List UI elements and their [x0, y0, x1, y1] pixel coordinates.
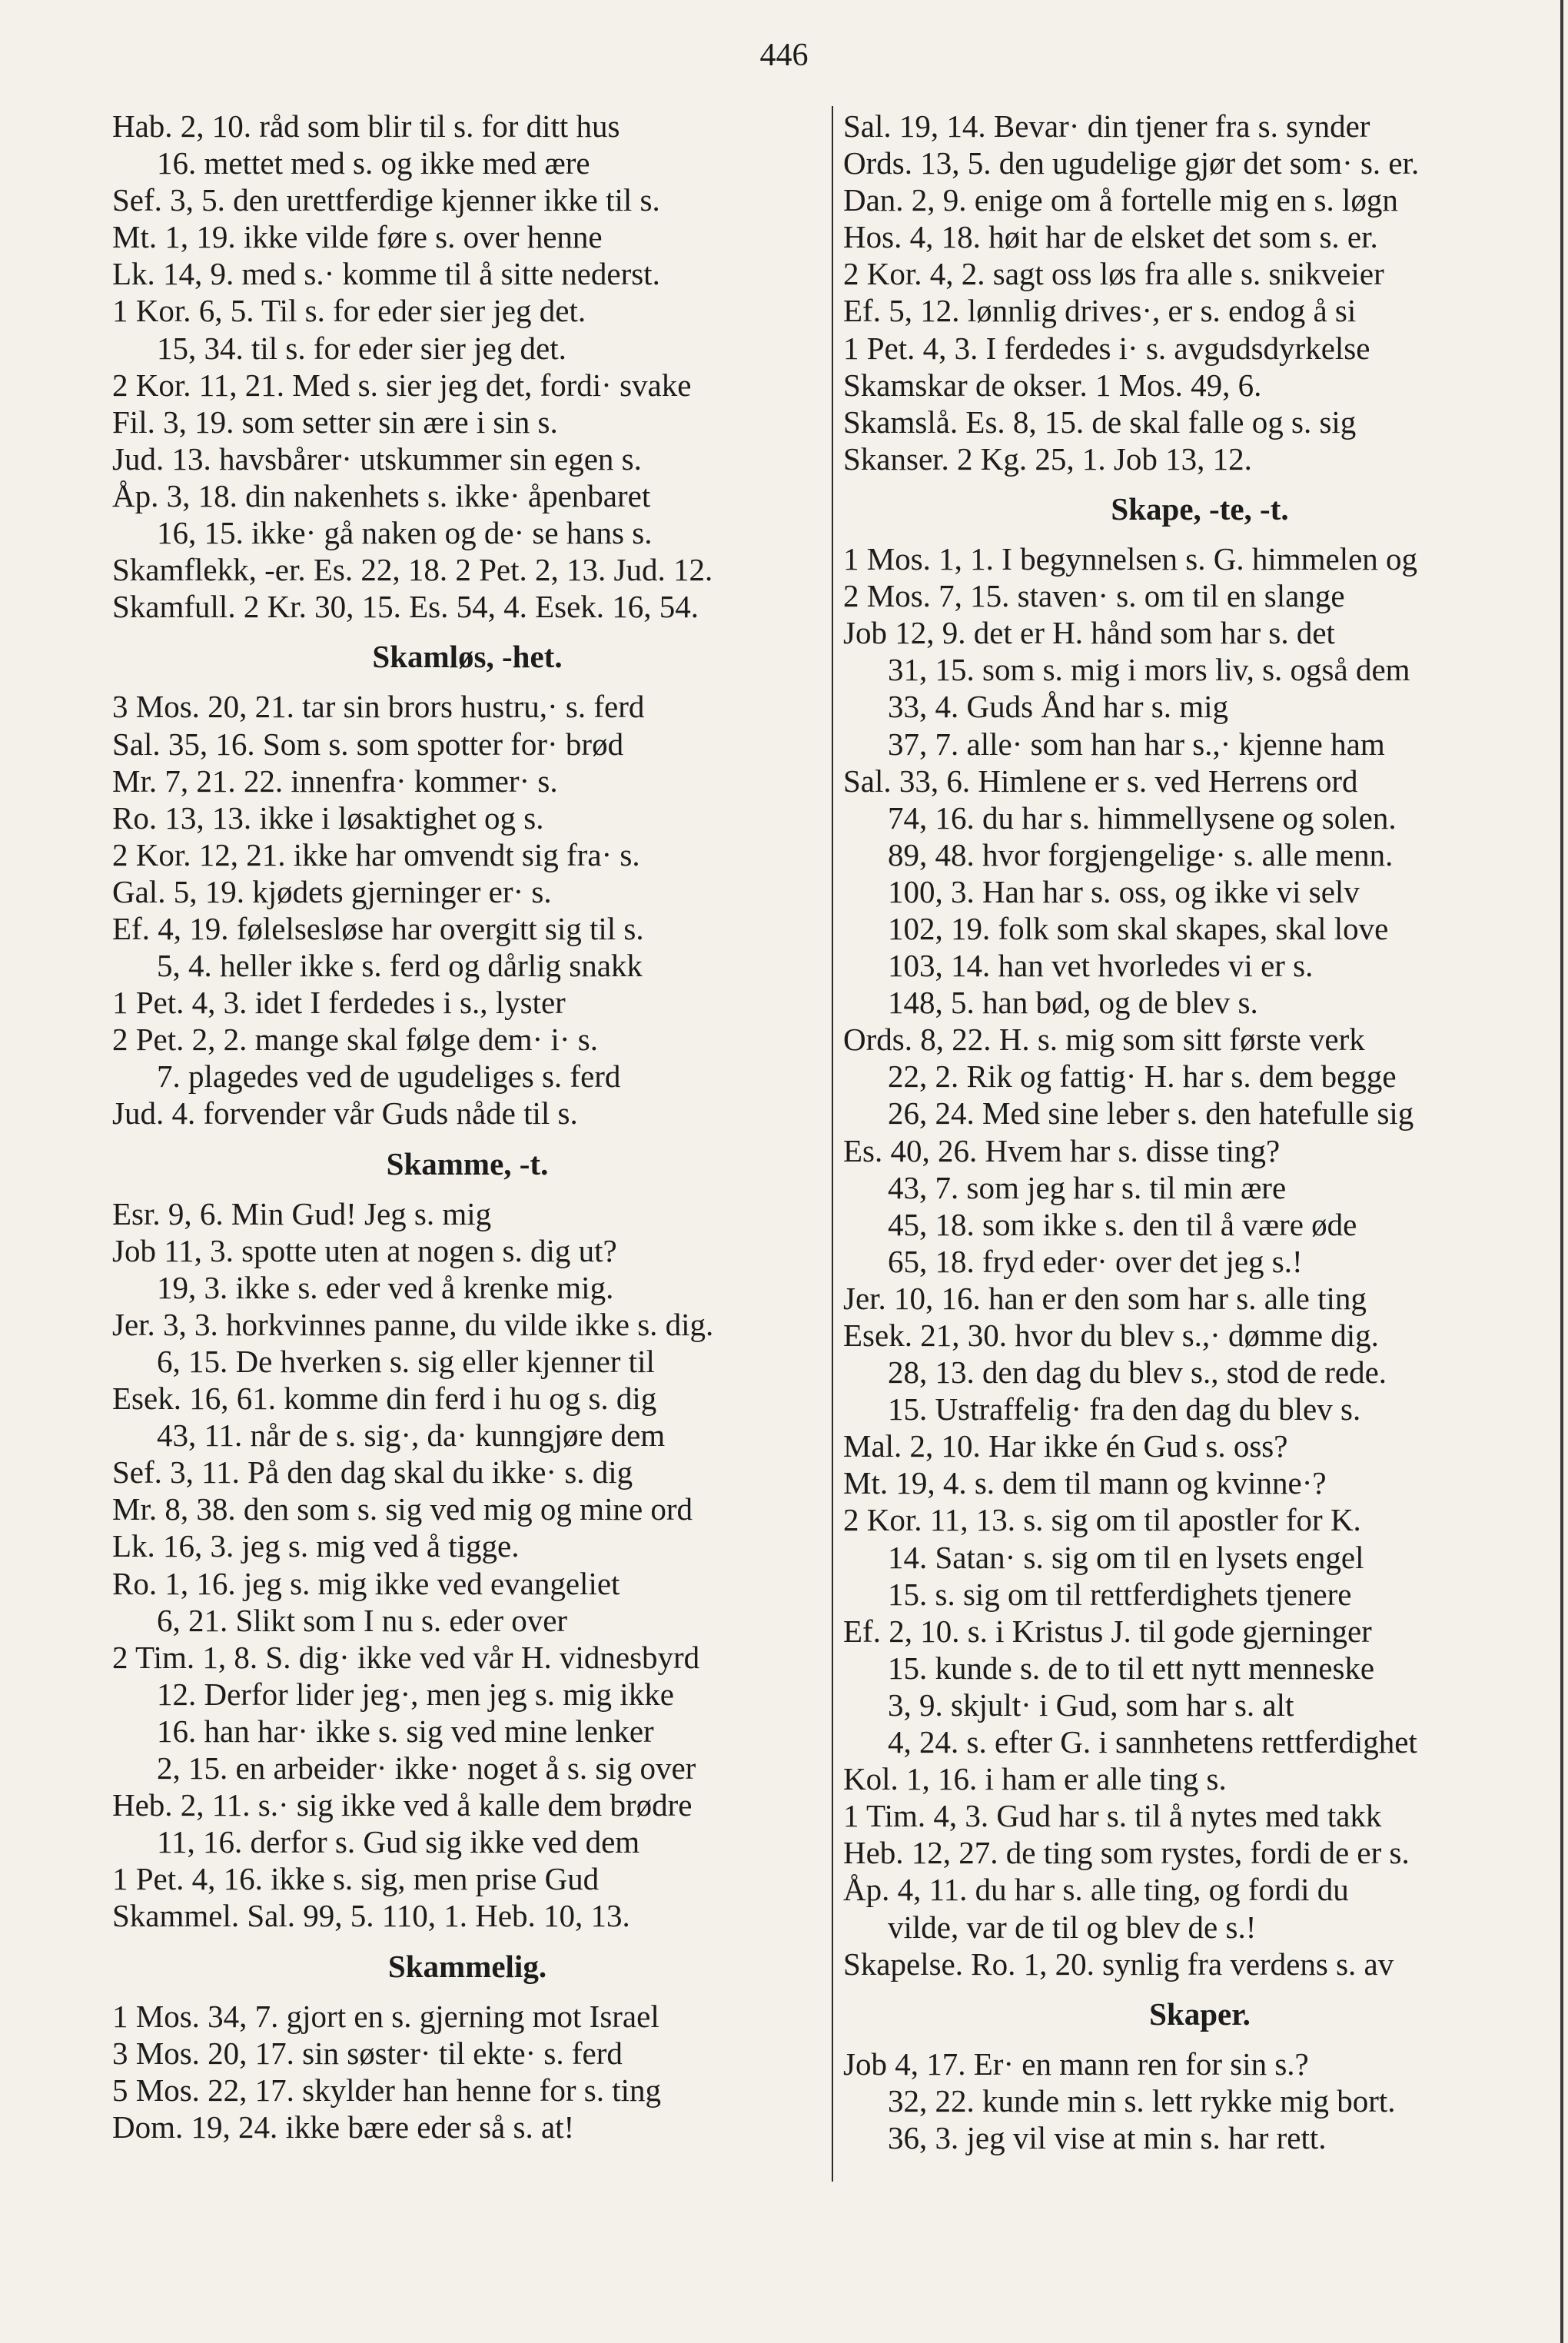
- entry-line: Ro. 1, 16. jeg s. mig ikke ved evangeliet: [112, 1565, 620, 1601]
- sub-entry-line: 43, 11. når de s. sig·, da· kunngjøre dem: [157, 1417, 666, 1454]
- sub-entry-line: 32, 22. kunde min s. lett rykke mig bort.: [888, 2082, 1396, 2119]
- right-column: [843, 108, 1556, 2156]
- entry-line: Jud. 13. havsbårer· utskummer sin egen s.: [112, 440, 642, 477]
- sub-entry-line: 33, 4. Guds Ånd har s. mig: [888, 689, 1229, 725]
- entry-line: 2 Kor. 11, 21. Med s. sier jeg det, fordi· svake: [112, 367, 692, 403]
- sub-entry-line: 28, 13. den dag du blev s., stod de rede.: [888, 1354, 1387, 1391]
- entry-line: Heb. 2, 11. s.· sig ikke ved å kalle dem brødre: [112, 1787, 693, 1823]
- entry-line: 1 Pet. 4, 16. ikke s. sig, men prise Gud: [112, 1861, 600, 1897]
- entry-line: Åp. 4, 11. du har s. alle ting, og fordi du: [843, 1872, 1349, 1908]
- entry-line: Mr. 7, 21. 22. innenfra· kommer· s.: [112, 763, 558, 799]
- entry-line: Sal. 33, 6. Himlene er s. ved Herrens ord: [843, 763, 1358, 799]
- sub-entry-line: 26, 24. Med sine leber s. den hatefulle sig: [888, 1095, 1414, 1132]
- sub-entry-line: 37, 7. alle· som han har s.,· kjenne ham: [888, 726, 1385, 762]
- section-heading: Skammelig.: [387, 1948, 547, 1984]
- sub-entry-line: 15, 34. til s. for eder sier jeg det.: [157, 330, 566, 366]
- sub-entry-line: 103, 14. han vet hvorledes vi er s.: [888, 948, 1314, 984]
- sub-entry-line: 16, 15. ikke· gå naken og de· se hans s.: [157, 515, 653, 551]
- entry-line: Job 12, 9. det er H. hånd som har s. det: [843, 615, 1335, 651]
- sub-entry-line: 14. Satan· s. sig om til en lysets engel: [888, 1539, 1364, 1575]
- entry-line: 2 Mos. 7, 15. staven· s. om til en slange: [843, 578, 1345, 614]
- entry-line: 1 Pet. 4, 3. idet I ferdedes i s., lyster: [112, 985, 566, 1021]
- sub-entry-line: 100, 3. Han har s. oss, og ikke vi selv: [888, 873, 1360, 909]
- section-heading: Skamme, -t.: [386, 1145, 549, 1181]
- entry-line: Ef. 2, 10. s. i Kristus J. til gode gjerninger: [843, 1613, 1372, 1649]
- sub-entry-line: 22, 2. Rik og fattig· H. har s. dem begge: [888, 1059, 1397, 1095]
- entry-line: 1 Tim. 4, 3. Gud har s. til å nytes med takk: [843, 1798, 1382, 1834]
- entry-line: 1 Mos. 1, 1. I begynnelsen s. G. himmelen og: [843, 541, 1418, 577]
- entry-line: Mr. 8, 38. den som s. sig ved mig og mine ord: [112, 1491, 693, 1527]
- sub-entry-line: 43, 7. som jeg har s. til min ære: [888, 1169, 1287, 1205]
- entry-line: 2 Pet. 2, 2. mange skal følge dem· i· s.: [112, 1022, 598, 1058]
- sub-entry-line: 31, 15. som s. mig i mors liv, s. også dem: [888, 652, 1410, 688]
- entry-line: Skapelse. Ro. 1, 20. synlig fra verdens s. av: [843, 1946, 1394, 1982]
- sub-entry-line: 16. mettet med s. og ikke med ære: [157, 145, 590, 181]
- entry-line: 2 Kor. 12, 21. ikke har omvendt sig fra· s.: [112, 836, 640, 872]
- entry-line: Sef. 3, 11. På den dag skal du ikke· s. dig: [112, 1454, 633, 1491]
- entry-line: Lk. 16, 3. jeg s. mig ved å tigge.: [112, 1528, 520, 1564]
- sub-entry-line: vilde, var de til og blev de s.!: [888, 1909, 1257, 1945]
- sub-entry-line: 19, 3. ikke s. eder ved å krenke mig.: [157, 1269, 614, 1305]
- entry-line: Hab. 2, 10. råd som blir til s. for ditt hus: [112, 108, 620, 144]
- page-number: 446: [759, 38, 809, 73]
- sub-entry-line: 36, 3. jeg vil vise at min s. har rett.: [888, 2119, 1327, 2155]
- entry-line: Dom. 19, 24. ikke bære eder så s. at!: [112, 2109, 575, 2145]
- page-edge: [1560, 0, 1563, 2343]
- entry-line: Esek. 16, 61. komme din ferd i hu og s. dig: [112, 1381, 657, 1417]
- entry-line: Esek. 21, 30. hvor du blev s.,· dømme dig.: [843, 1318, 1379, 1353]
- entry-line: Heb. 12, 27. de ting som rystes, fordi de er s.: [843, 1835, 1410, 1871]
- entry-line: Job 4, 17. Er· en mann ren for sin s.?: [843, 2046, 1309, 2082]
- entry-line: Ords. 13, 5. den ugudelige gjør det som· s. er.: [843, 145, 1420, 181]
- entry-line: Mt. 19, 4. s. dem til mann og kvinne·?: [843, 1465, 1327, 1501]
- entry-line: Sal. 19, 14. Bevar· din tjener fra s. synder: [843, 108, 1370, 144]
- entry-line: Kol. 1, 16. i ham er alle ting s.: [843, 1761, 1227, 1797]
- left-column: [112, 108, 822, 2145]
- entry-line: Jer. 3, 3. horkvinnes panne, du vilde ikke s. dig.: [112, 1306, 714, 1342]
- sub-entry-line: 102, 19. folk som skal skapes, skal love: [888, 910, 1389, 946]
- entry-line: Skammel. Sal. 99, 5. 110, 1. Heb. 10, 13.: [112, 1898, 630, 1934]
- sub-entry-line: 11, 16. derfor s. Gud sig ikke ved dem: [157, 1824, 640, 1860]
- sub-entry-line: 7. plagedes ved de ugudeliges s. ferd: [157, 1059, 621, 1095]
- sub-entry-line: 45, 18. som ikke s. den til å være øde: [888, 1206, 1357, 1242]
- sub-entry-line: 89, 48. hvor forgjengelige· s. alle menn.: [888, 836, 1394, 872]
- entry-line: Sal. 35, 16. Som s. som spotter for· brød: [112, 726, 624, 762]
- entry-line: Dan. 2, 9. enige om å fortelle mig en s. løgn: [843, 182, 1398, 218]
- sub-entry-line: 16. han har· ikke s. sig ved mine lenker: [157, 1713, 654, 1749]
- entry-line: Mt. 1, 19. ikke vilde føre s. over henne: [112, 219, 603, 255]
- entry-line: 1 Mos. 34, 7. gjort en s. gjerning mot Israel: [112, 1998, 659, 2034]
- sub-entry-line: 3, 9. skjult· i Gud, som har s. alt: [888, 1687, 1294, 1723]
- sub-entry-line: 74, 16. du har s. himmellysene og solen.: [888, 799, 1397, 836]
- sub-entry-line: 12. Derfor lider jeg·, men jeg s. mig ikke: [157, 1676, 674, 1712]
- entry-line: Gal. 5, 19. kjødets gjerninger er· s.: [112, 873, 552, 909]
- entry-line: 2 Kor. 11, 13. s. sig om til apostler for K.: [843, 1502, 1361, 1538]
- entry-line: 2 Kor. 4, 2. sagt oss løs fra alle s. snikveier: [843, 256, 1384, 292]
- entry-line: Ef. 4, 19. følelsesløse har overgitt sig til s.: [112, 910, 644, 946]
- entry-line: Jer. 10, 16. han er den som har s. alle ting: [843, 1280, 1367, 1316]
- entry-line: 1 Pet. 4, 3. I ferdedes i· s. avgudsdyrkelse: [843, 330, 1370, 366]
- entry-line: 2 Tim. 1, 8. S. dig· ikke ved vår H. vidnesbyrd: [112, 1639, 700, 1675]
- entry-line: Ro. 13, 13. ikke i løsaktighet og s.: [112, 799, 544, 836]
- entry-line: Ords. 8, 22. H. s. mig som sitt første verk: [843, 1022, 1365, 1058]
- entry-line: 5 Mos. 22, 17. skylder han henne for s. ting: [112, 2072, 661, 2108]
- section-heading: Skamløs, -het.: [372, 639, 563, 675]
- entry-line: 1 Kor. 6, 5. Til s. for eder sier jeg det.: [112, 293, 586, 329]
- sub-entry-line: 5, 4. heller ikke s. ferd og dårlig snakk: [157, 948, 643, 984]
- sub-entry-line: 15. kunde s. de to til ett nytt menneske: [888, 1650, 1375, 1686]
- entry-line: Skamflekk, -er. Es. 22, 18. 2 Pet. 2, 13. Jud. 12.: [112, 552, 713, 588]
- column-divider: [832, 106, 833, 2182]
- sub-entry-line: 6, 21. Slikt som I nu s. eder over: [157, 1602, 568, 1638]
- section-heading: Skape, -te, -t.: [1111, 490, 1289, 527]
- entry-line: Jud. 4. forvender vår Guds nåde til s.: [112, 1095, 578, 1132]
- section-heading: Skaper.: [1149, 1996, 1251, 2032]
- sub-entry-line: 65, 18. fryd eder· over det jeg s.!: [888, 1243, 1303, 1279]
- entry-line: Hos. 4, 18. høit har de elsket det som s. er.: [843, 219, 1378, 255]
- entry-line: Skamskar de okser. 1 Mos. 49, 6.: [843, 367, 1262, 403]
- entry-line: 3 Mos. 20, 21. tar sin brors hustru,· s. ferd: [112, 689, 645, 725]
- sub-entry-line: 6, 15. De hverken s. sig eller kjenner til: [157, 1344, 655, 1379]
- entry-line: Skamslå. Es. 8, 15. de skal falle og s. sig: [843, 404, 1357, 440]
- entry-line: Es. 40, 26. Hvem har s. disse ting?: [843, 1132, 1281, 1168]
- entry-line: Mal. 2, 10. Har ikke én Gud s. oss?: [843, 1428, 1288, 1464]
- entry-line: Skamfull. 2 Kr. 30, 15. Es. 54, 4. Esek. 16, 54.: [112, 589, 699, 625]
- entry-line: Åp. 3, 18. din nakenhets s. ikke· åpenbaret: [112, 477, 651, 513]
- entry-line: Ef. 5, 12. lønnlig drives·, er s. endog å si: [843, 293, 1357, 329]
- entry-line: 3 Mos. 20, 17. sin søster· til ekte· s. ferd: [112, 2035, 623, 2071]
- entry-line: Skanser. 2 Kg. 25, 1. Job 13, 12.: [843, 440, 1252, 477]
- entry-line: Fil. 3, 19. som setter sin ære i sin s.: [112, 404, 558, 440]
- sub-entry-line: 2, 15. en arbeider· ikke· noget å s. sig over: [157, 1750, 696, 1786]
- entry-line: Job 11, 3. spotte uten at nogen s. dig ut?: [112, 1232, 617, 1268]
- entry-line: Lk. 14, 9. med s.· komme til å sitte nederst.: [112, 256, 660, 292]
- sub-entry-line: 15. s. sig om til rettferdighets tjenere: [888, 1576, 1352, 1612]
- sub-entry-line: 4, 24. s. efter G. i sannhetens rettferdighet: [888, 1724, 1417, 1760]
- sub-entry-line: 148, 5. han bød, og de blev s.: [888, 985, 1258, 1021]
- entry-line: Esr. 9, 6. Min Gud! Jeg s. mig: [112, 1195, 492, 1231]
- sub-entry-line: 15. Ustraffelig· fra den dag du blev s.: [888, 1391, 1361, 1427]
- entry-line: Sef. 3, 5. den urettferdige kjenner ikke til s.: [112, 182, 660, 218]
